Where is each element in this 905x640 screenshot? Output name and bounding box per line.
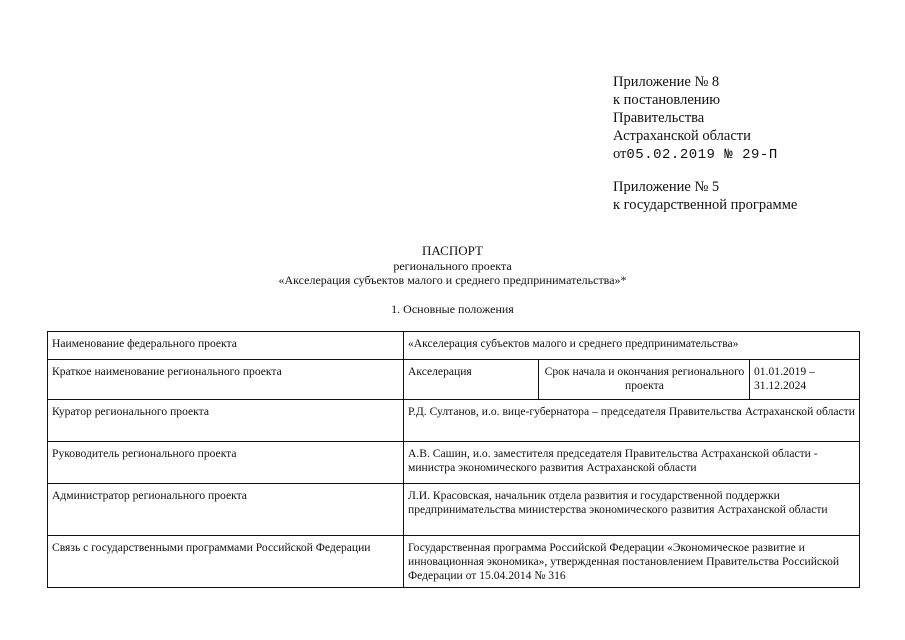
- table-row: [48, 442, 860, 484]
- period-start: 01.01.2019 –: [754, 365, 815, 378]
- appendix-8-line1: Приложение № 8: [613, 74, 720, 90]
- section-heading: 1. Основные положения: [391, 302, 514, 316]
- period-value: [750, 360, 860, 400]
- passport-subtitle: регионального проекта: [393, 259, 512, 273]
- federal-project-value: «Акселерация субъектов малого и среднего предпринимательства»: [404, 332, 860, 360]
- admin-value: Л.И. Красовская, начальник отдела развития и государственной поддержки предпринимательства министерства экономического развития Астраханской области: [404, 484, 860, 536]
- passport-title: ПАСПОРТ: [422, 243, 483, 258]
- table-row: [48, 332, 860, 360]
- appendix-8-line4: Астраханской области: [613, 128, 751, 144]
- period-label: Срок начала и окончания регионального проекта: [539, 360, 750, 400]
- short-name-label: Краткое наименование регионального проекта: [48, 360, 404, 400]
- appendix-5-header: [613, 178, 797, 214]
- admin-label: Администратор регионального проекта: [48, 484, 404, 536]
- head-label: Руководитель регионального проекта: [48, 442, 404, 484]
- curator-label: Куратор регионального проекта: [48, 400, 404, 442]
- table-row: [48, 484, 860, 536]
- table-row: [48, 536, 860, 588]
- appendix-5-line1: Приложение № 5: [613, 179, 720, 195]
- curator-value: Р.Д. Султанов, и.о. вице-губернатора – председателя Правительства Астраханской области: [404, 400, 860, 442]
- table-row: [48, 360, 860, 400]
- project-name: «Акселерация субъектов малого и среднего предпринимательства»*: [278, 273, 627, 287]
- appendix-8-line3: Правительства: [613, 110, 705, 126]
- appendix-8-date-line: [613, 145, 778, 164]
- date-stamp: 05.02.2019 № 29-П: [626, 147, 778, 163]
- appendix-5-line2: к государственной программе: [613, 197, 798, 213]
- short-name-value: Акселерация: [404, 360, 539, 400]
- passport-table: [47, 331, 860, 588]
- appendix-8-header: [613, 73, 778, 164]
- federal-project-label: Наименование федерального проекта: [48, 332, 404, 360]
- date-prefix: от: [613, 146, 627, 162]
- table-row: [48, 400, 860, 442]
- programs-value: Государственная программа Российской Федерации «Экономическое развитие и инновационная экономика», утвержденная постановлением Правительства Российской Федерации от 15.04.2014 № 316: [404, 536, 860, 588]
- head-value: А.В. Сашин, и.о. заместителя председателя Правительства Астраханской области - министра экономического развития Астраханской области: [404, 442, 860, 484]
- programs-label: Связь с государственными программами Российской Федерации: [48, 536, 404, 588]
- period-end: 31.12.2024: [754, 379, 807, 392]
- appendix-8-line2: к постановлению: [613, 92, 721, 108]
